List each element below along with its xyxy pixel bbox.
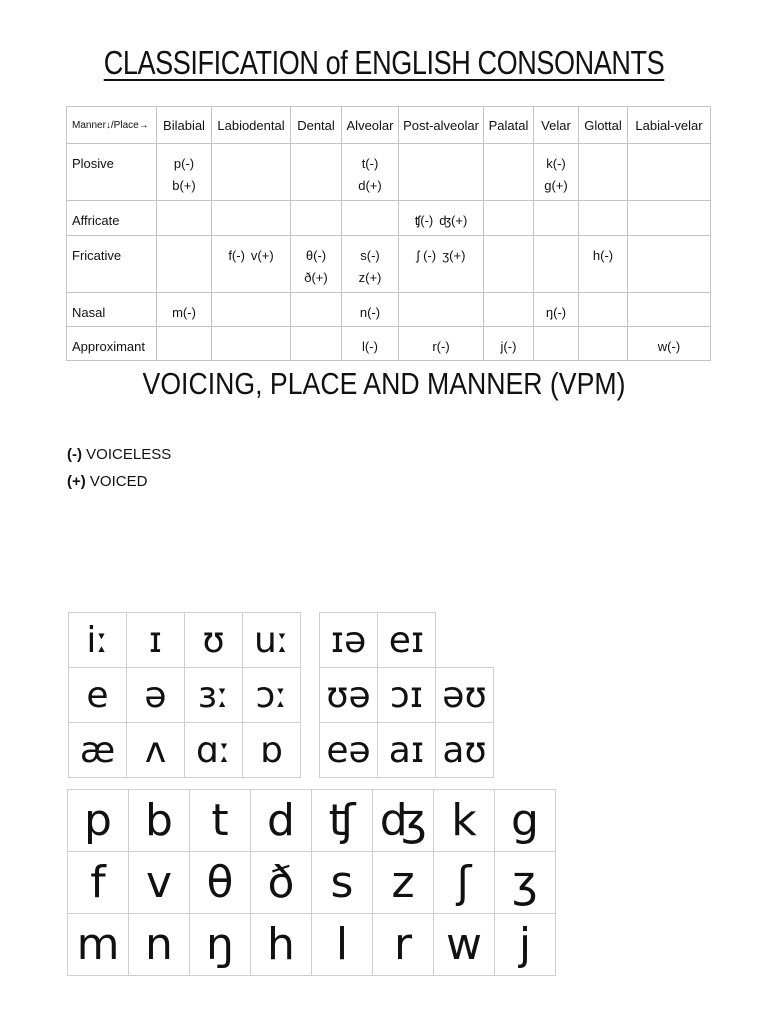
corner-header: Manner↓/Place→ (67, 107, 157, 144)
phoneme-symbol: uː (243, 613, 301, 668)
legend-symbol: (+) (67, 473, 86, 490)
phoneme-symbol: ɪə (320, 613, 378, 668)
table-header-row (67, 107, 711, 144)
phoneme-symbol: ʒ (495, 852, 556, 914)
phoneme-symbol: əʊ (436, 668, 494, 723)
symbol-row (68, 790, 556, 852)
phoneme-symbol: ɑː (185, 723, 243, 778)
phoneme-symbol: ʊ (185, 613, 243, 668)
phoneme-entry: h(-) (592, 248, 614, 263)
phoneme-symbol: v (129, 852, 190, 914)
phoneme-symbol: ʧ (312, 790, 373, 852)
phoneme-entry: p(-) (173, 156, 195, 171)
phoneme-entry: b(+) (172, 178, 196, 193)
phoneme-symbol: ɪ (127, 613, 185, 668)
table-cell (291, 201, 342, 236)
table-cell (157, 327, 212, 361)
phoneme-entry: ʃ (-) (416, 248, 437, 263)
phoneme-symbol: ð (251, 852, 312, 914)
phoneme-entry: k(-) (546, 156, 566, 171)
phoneme-entry: w(-) (657, 339, 681, 354)
phoneme-symbol: ʌ (127, 723, 185, 778)
table-cell (484, 327, 534, 361)
phoneme-symbol: z (373, 852, 434, 914)
phoneme-entry: ð(+) (304, 270, 328, 285)
section-subtitle: VOICING, PLACE AND MANNER (VPM) (142, 366, 626, 401)
phoneme-entry: d(+) (358, 178, 382, 193)
table-row (67, 236, 711, 293)
table-cell (157, 201, 212, 236)
phoneme-entry: ʧ(-) (414, 213, 434, 228)
phoneme-symbol: aɪ (378, 723, 436, 778)
table-row (67, 201, 711, 236)
table-cell (579, 293, 628, 327)
table-cell (291, 236, 342, 293)
phoneme-entry: l(-) (362, 339, 378, 354)
table-cell (212, 327, 291, 361)
phoneme-symbol: ŋ (190, 914, 251, 976)
phoneme-entry: m(-) (172, 305, 196, 320)
phoneme-entry: z(+) (358, 270, 382, 285)
consonant-classification-table (66, 106, 711, 361)
page-title: CLASSIFICATION of ENGLISH CONSONANTS (103, 44, 665, 81)
table-cell (399, 236, 484, 293)
table-cell (342, 144, 399, 201)
table-cell (534, 293, 579, 327)
consonant-symbol-chart (67, 789, 556, 976)
phoneme-symbol: h (251, 914, 312, 976)
table-cell (342, 327, 399, 361)
table-cell (534, 201, 579, 236)
phoneme-entry: n(-) (359, 305, 381, 320)
table-cell (484, 144, 534, 201)
legend-label: VOICED (89, 473, 148, 490)
phoneme-symbol: eə (320, 723, 378, 778)
phoneme-symbol: t (190, 790, 251, 852)
phoneme-entry: ʒ(+) (442, 248, 466, 263)
table-cell (399, 144, 484, 201)
diphthong-chart (319, 612, 494, 778)
phoneme-entry: s(-) (360, 248, 380, 263)
table-cell (484, 201, 534, 236)
legend-label: VOICELESS (86, 446, 172, 463)
table-cell (579, 327, 628, 361)
phoneme-entry: g(+) (544, 178, 568, 193)
symbol-row (68, 914, 556, 976)
manner-label: Fricative (67, 236, 157, 293)
empty-cell (436, 613, 494, 668)
table-row (67, 293, 711, 327)
table-cell (212, 201, 291, 236)
table-cell (534, 144, 579, 201)
place-header: Velar (534, 107, 579, 144)
symbol-row (69, 723, 301, 778)
phoneme-entry: t(-) (361, 156, 379, 171)
table-cell (534, 327, 579, 361)
phoneme-entry: θ(-) (305, 248, 327, 263)
table-cell (291, 293, 342, 327)
table-row (67, 327, 711, 361)
table-cell (212, 293, 291, 327)
table-row (67, 144, 711, 201)
phoneme-symbol: r (373, 914, 434, 976)
table-cell (579, 236, 628, 293)
phoneme-symbol: ɜː (185, 668, 243, 723)
manner-label: Plosive (67, 144, 157, 201)
symbol-row (69, 668, 301, 723)
table-cell (157, 144, 212, 201)
phoneme-symbol: b (129, 790, 190, 852)
table-cell (628, 293, 711, 327)
table-cell (212, 144, 291, 201)
phoneme-symbol: k (434, 790, 495, 852)
phoneme-symbol: æ (69, 723, 127, 778)
table-cell (342, 293, 399, 327)
symbol-row (320, 723, 494, 778)
phoneme-symbol: ɔː (243, 668, 301, 723)
place-header: Post-alveolar (399, 107, 484, 144)
manner-label: Nasal (67, 293, 157, 327)
phoneme-entry: j(-) (500, 339, 517, 354)
phoneme-symbol: ʤ (373, 790, 434, 852)
table-cell (342, 236, 399, 293)
table-cell (157, 293, 212, 327)
phoneme-symbol: ə (127, 668, 185, 723)
table-cell (628, 236, 711, 293)
table-cell (579, 201, 628, 236)
place-header: Alveolar (342, 107, 399, 144)
phoneme-symbol: aʊ (436, 723, 494, 778)
legend-voiceless (67, 446, 171, 463)
phoneme-symbol: ʊə (320, 668, 378, 723)
phoneme-symbol: j (495, 914, 556, 976)
phoneme-symbol: l (312, 914, 373, 976)
symbol-row (68, 852, 556, 914)
phoneme-symbol: w (434, 914, 495, 976)
phoneme-entry: ŋ(-) (545, 305, 567, 320)
symbol-row (320, 668, 494, 723)
place-header: Labiodental (212, 107, 291, 144)
place-header: Palatal (484, 107, 534, 144)
table-cell (342, 201, 399, 236)
table-cell (399, 293, 484, 327)
place-header: Bilabial (157, 107, 212, 144)
phoneme-symbol: f (68, 852, 129, 914)
table-body (67, 144, 711, 361)
phoneme-symbol: eɪ (378, 613, 436, 668)
phoneme-symbol: θ (190, 852, 251, 914)
manner-label: Approximant (67, 327, 157, 361)
phoneme-symbol: g (495, 790, 556, 852)
phoneme-entry: ʤ(+) (439, 213, 468, 228)
table-cell (291, 327, 342, 361)
table-cell (579, 144, 628, 201)
table-cell (628, 201, 711, 236)
table-cell (484, 293, 534, 327)
phoneme-entry: v(+) (250, 248, 274, 263)
phoneme-symbol: e (69, 668, 127, 723)
symbol-row (69, 613, 301, 668)
phoneme-symbol: ʃ (434, 852, 495, 914)
place-header: Glottal (579, 107, 628, 144)
legend-voiced (67, 473, 147, 490)
phoneme-symbol: iː (69, 613, 127, 668)
symbol-row (320, 613, 494, 668)
table-cell (628, 327, 711, 361)
table-cell (291, 144, 342, 201)
phoneme-symbol: p (68, 790, 129, 852)
legend-symbol: (-) (67, 446, 82, 463)
monophthong-chart (68, 612, 301, 778)
table-cell (534, 236, 579, 293)
table-cell (157, 236, 212, 293)
manner-label: Affricate (67, 201, 157, 236)
table-cell (484, 236, 534, 293)
table-cell (628, 144, 711, 201)
phoneme-symbol: ɔɪ (378, 668, 436, 723)
table-cell (212, 236, 291, 293)
place-header: Dental (291, 107, 342, 144)
phoneme-entry: f(-) (228, 248, 245, 263)
phoneme-symbol: n (129, 914, 190, 976)
phoneme-symbol: d (251, 790, 312, 852)
phoneme-symbol: s (312, 852, 373, 914)
phoneme-entry: r(-) (432, 339, 450, 354)
table-cell (399, 327, 484, 361)
place-header: Labial-velar (628, 107, 711, 144)
phoneme-symbol: ɒ (243, 723, 301, 778)
phoneme-symbol: m (68, 914, 129, 976)
table-cell (399, 201, 484, 236)
